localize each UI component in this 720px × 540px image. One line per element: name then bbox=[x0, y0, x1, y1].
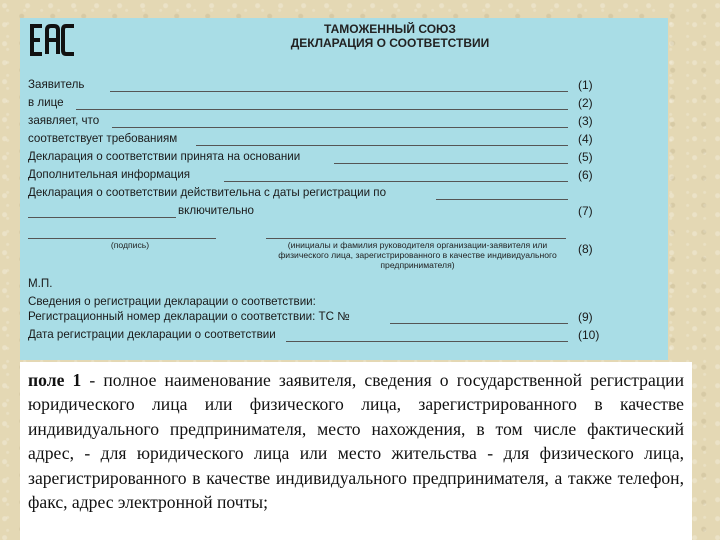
form-title-union: ТАМОЖЕННЫЙ СОЮЗ bbox=[324, 22, 456, 36]
blank-line bbox=[390, 323, 568, 324]
field-number: (2) bbox=[578, 96, 593, 110]
blank-line bbox=[224, 181, 568, 182]
field-row-applicant bbox=[28, 78, 628, 91]
field-row-basis bbox=[28, 150, 628, 163]
field-label: Регистрационный номер декларации о соответствии: ТС № bbox=[28, 310, 350, 323]
blank-line bbox=[76, 109, 568, 110]
initials-caption: (инициалы и фамилия руководителя организации-заявителя или физического лица, зарегистрированного в качестве индивидуального предпринимателя) bbox=[278, 240, 557, 270]
field-row-requirements bbox=[28, 132, 628, 145]
field-row-validity bbox=[28, 186, 628, 199]
registration-heading: Сведения о регистрации декларации о соответствии: bbox=[28, 295, 316, 308]
blank-line bbox=[334, 163, 568, 164]
field-label: включительно bbox=[178, 204, 254, 217]
form-title-declaration: ДЕКЛАРАЦИЯ О СООТВЕТСТВИИ bbox=[290, 36, 490, 50]
eac-logo bbox=[28, 20, 78, 60]
signature-line bbox=[28, 238, 216, 239]
field-row-registration-date bbox=[28, 328, 628, 341]
field-label: в лице bbox=[28, 96, 64, 109]
declaration-form bbox=[20, 18, 668, 360]
blank-line bbox=[436, 199, 568, 200]
field-term: поле 1 bbox=[28, 370, 82, 390]
blank-line bbox=[110, 91, 568, 92]
field-description bbox=[28, 368, 684, 514]
stamp-label: М.П. bbox=[28, 277, 53, 290]
field-label: Декларация о соответствии действительна с даты регистрации по bbox=[28, 186, 387, 199]
field-definition: - полное наименование заявителя, сведения о государственной регистрации юридического лица или физического лица, зарегистрированного в качестве индивидуального предпринимателя, место нахождения, в том числе фактический адрес, - для юридического лица или место жительства - для физического лица, зарегистрированного в качестве индивидуального предпринимателя, а также телефон, факс, адрес электронной почты; bbox=[28, 370, 684, 513]
field-number: (4) bbox=[578, 132, 593, 146]
field-row-additional-info bbox=[28, 168, 628, 181]
signature-number: (8) bbox=[578, 242, 593, 256]
field-number: (10) bbox=[578, 328, 600, 342]
field-label: соответствует требованиям bbox=[28, 132, 178, 145]
field-row-declares bbox=[28, 114, 628, 127]
field-label: Заявитель bbox=[28, 78, 85, 91]
field-number: (1) bbox=[578, 78, 593, 92]
signature-caption: (подпись) bbox=[110, 240, 150, 250]
blank-line bbox=[196, 145, 568, 146]
field-number: (5) bbox=[578, 150, 593, 164]
blank-line bbox=[112, 127, 568, 128]
field-number: (3) bbox=[578, 114, 593, 128]
field-label: Дата регистрации декларации о соответствии bbox=[28, 328, 276, 341]
field-row-represented-by bbox=[28, 96, 628, 109]
field-label: Дополнительная информация bbox=[28, 168, 191, 181]
field-label: заявляет, что bbox=[28, 114, 100, 127]
field-number: (6) bbox=[578, 168, 593, 182]
field-row-registration-number bbox=[28, 310, 628, 323]
blank-line bbox=[28, 217, 176, 218]
field-number: (9) bbox=[578, 310, 593, 324]
field-label: Декларация о соответствии принята на основании bbox=[28, 150, 301, 163]
initials-line bbox=[266, 238, 566, 239]
blank-line bbox=[286, 341, 568, 342]
field-number: (7) bbox=[578, 204, 593, 218]
field-description-box bbox=[20, 362, 692, 540]
